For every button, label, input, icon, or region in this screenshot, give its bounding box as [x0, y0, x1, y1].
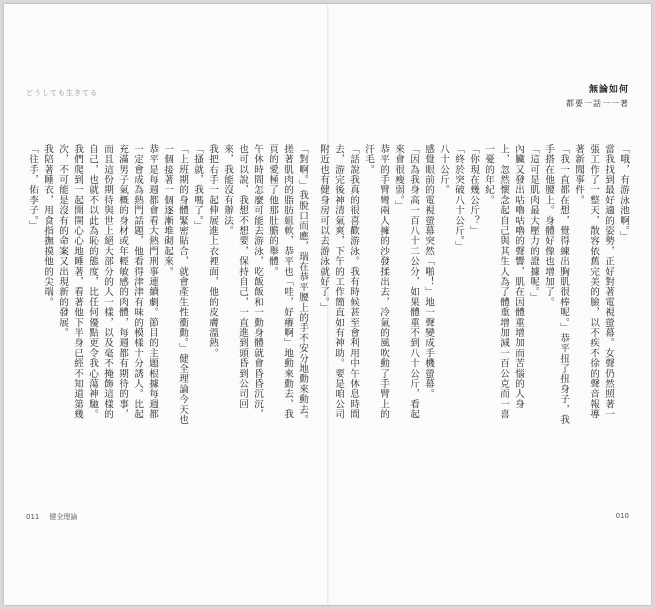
- right-page-footer: [616, 512, 629, 520]
- paragraph: 「對啊。」我脫口而應，瑞在恭平腰上的手不安分地動來動去。搓著肌肉的脂肪組軟，恭平也「哇，好癢啊」地動來動去，我頁的愛極了他那肚膽的舉體。: [267, 144, 308, 425]
- chapter-subtitle: 都要一話一一著: [566, 99, 629, 108]
- paragraph: 「我一直都在想，覺得練出胸肌很棒呢。」恭平扭了扭身子，我手搭在他腰上。身體好像也增加了。: [543, 144, 569, 425]
- left-page: [4, 4, 327, 605]
- paragraph: 內臟又發出咕嚕咕嚕的聲響，肌在因體重增加而苦惱的人身上，忽然懷念起自己與其生人為了體重增加減一百公克而一喜一憂的年紀。: [483, 144, 524, 420]
- paragraph: 我們爬到一起開開心心地睡著，看著他下半身已經不知道第幾次，不可能是沒有的命案又出現新的發展。: [57, 144, 83, 420]
- paragraph: 恭平的手臂彎兩人擁的沙發揉出去，冷氣的風吹動了手臂上的汗毛。: [363, 144, 389, 420]
- left-page-footer: [26, 512, 77, 522]
- paragraph: 「因為我身高一百八十二公分，如果體重不到八十公斤，看起來會很瘦弱。」: [393, 144, 419, 420]
- paragraph: 「搔就，我嗎了。」: [192, 144, 203, 231]
- paragraph: 午休時間怎麼可能去游泳，吃飯飯和一動身體就會昏昏沉沉，也可以說，我想不想要，保持自己，一直進到頭昏到公司回來，我能沒有辦法。: [222, 144, 263, 420]
- paragraph: 八十公斤。: [438, 144, 449, 195]
- paragraph: 我把右手一起伸展進上衣裡面，他的皮膚溫熱。: [207, 144, 218, 359]
- paragraph: 恭平是每週都會看大熱門刑事連續劇。節目的主題根據每週都一定會成為熱門話題，他看得津津有味的模樣十分誘人。比起充滿男子氣概的身材或年輕敏感的肉體，每週都有期待的事，而且這份期待與世上絕大部分的人一樣，以及毫不掩飾這樣的自己，也就不以此為恥的態度，比任何優點更令我心蕩神馳。: [87, 144, 158, 420]
- paragraph: 「上班期的身體緊密貼合，就會產生性衝動。」健全理論今天也一個接著一個逐漸堆砌起來。: [162, 144, 188, 425]
- right-page: [318, 4, 651, 605]
- paragraph: 「話說我真的很喜歡游泳。我有時候甚至會利用中午休息時間去，游完後神清氣爽，下午的工作簡直如有神助。要是咱公司附近也有健身房可以去游泳就好了。」: [318, 144, 359, 420]
- book-spread: [4, 4, 651, 605]
- left-page-body: [27, 144, 310, 426]
- footer-title: 健全理論: [49, 513, 78, 521]
- running-header: どうしても生きてる: [26, 89, 98, 97]
- page-number: 011: [26, 513, 40, 521]
- paragraph: 「終於突破八十公斤。」: [453, 144, 464, 252]
- paragraph: 感覺眼前的電視螢幕突然「啪！」地一聲變成手機螢幕。: [423, 144, 434, 399]
- chapter-title: 無論如何: [588, 85, 629, 95]
- page-number: 010: [615, 512, 629, 520]
- paragraph: 我陪著睡衣，用食指撫摸他的尖端。: [42, 144, 53, 308]
- paragraph: 「哦，有游泳池啊。」: [618, 144, 629, 242]
- right-page-body: [318, 144, 631, 426]
- paragraph: 「往手，佑李子。」: [27, 144, 38, 231]
- paragraph: 當我找到最好適的姿勢，正好對著電視螢幕。女聲仍然照著一張工作了一整天，散容依舊完美的臉，以不疾不徐的聲音報導著新聞事件。: [573, 144, 614, 420]
- paragraph: 「這可是肌肉最大壓力的證據呢。」: [528, 144, 539, 303]
- chapter-heading: [566, 82, 629, 109]
- paragraph: 「你現在幾公斤？」: [468, 144, 479, 236]
